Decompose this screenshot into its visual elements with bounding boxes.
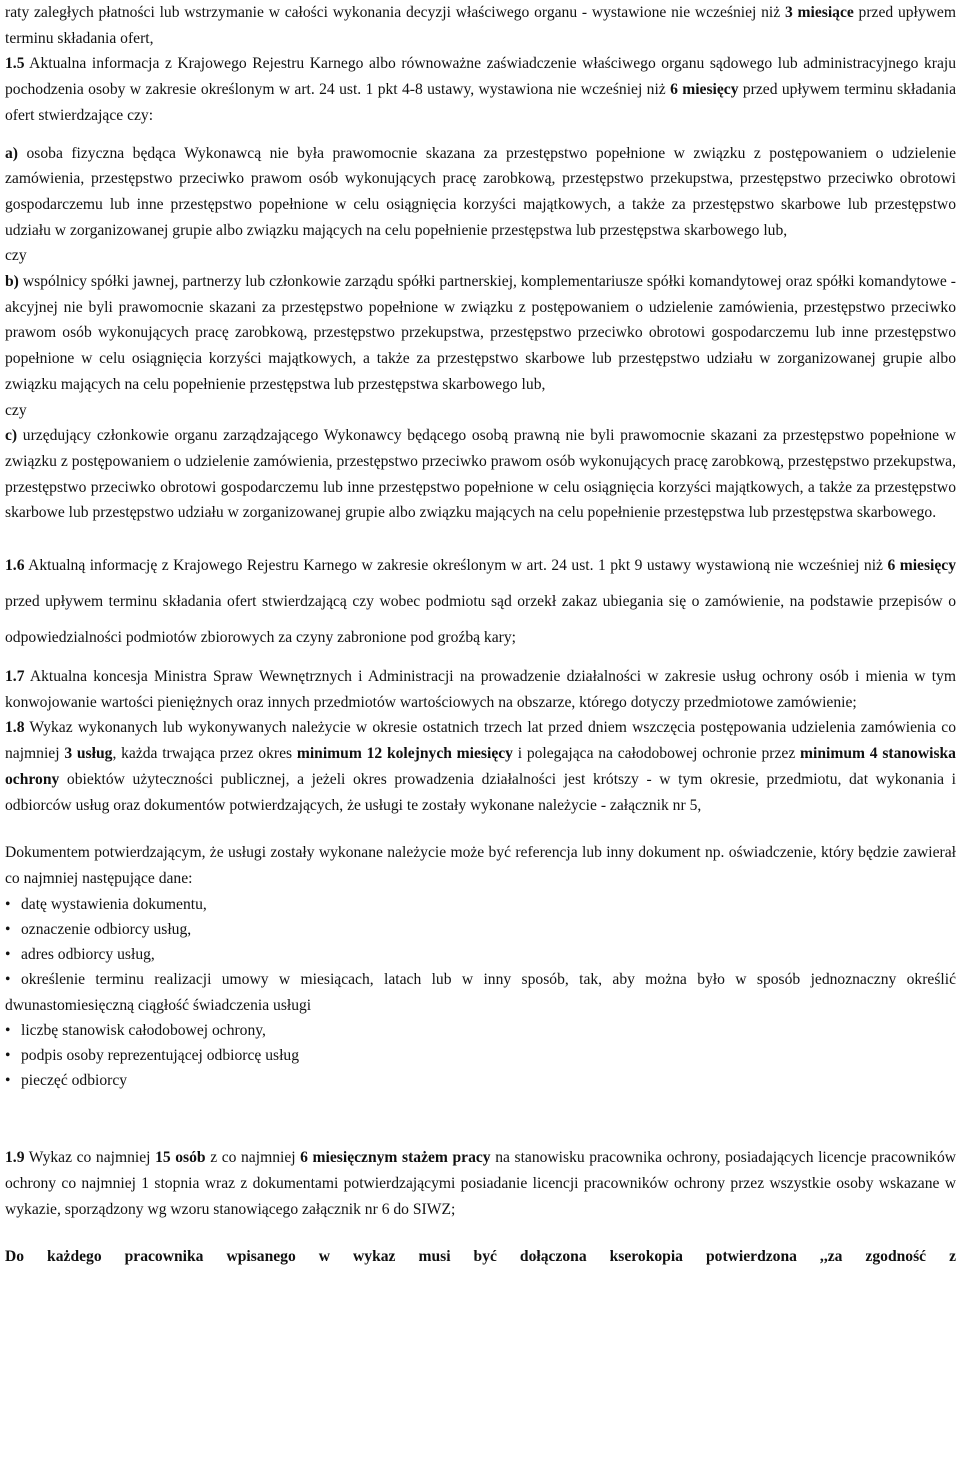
bullet-icon: • — [5, 1021, 11, 1039]
paragraph-1-8 — [5, 715, 956, 818]
text: osoba fizyczna będąca Wykonawcą nie była prawomocnie skazana za przestępstwo popełnione w związku z postępowaniem o udzielenie zamówienia, przestępstwo przeciwko prawom osób wykonujących pracę zarobkową, przestępstwo przekupstwa, przestępstwo przeciwko obrotowi gospodarczemu lub inne przestępstwo popełnione w celu osiągnięcia korzyści majątkowych, a także za przestępstwo skarbowe lub przestępstwo udziału w zorganizowanej grupie albo związku mających na celu popełnienie przestępstwa lub przestępstwa skarbowego lub, — [5, 144, 956, 239]
paragraph-document-info — [5, 840, 956, 891]
text: z co najmniej — [205, 1149, 301, 1167]
item-label: c) — [5, 427, 18, 445]
list-item — [5, 917, 956, 942]
list-item-text: pieczęć odbiorcy — [21, 1072, 128, 1090]
paragraph-a — [5, 141, 956, 270]
text: Dokumentem potwierdzającym, że usługi zostały wykonane należycie może być referencja lub inny dokument np. oświadczenie, który będzie zawierał co najmniej następujące dane: — [5, 844, 956, 887]
section-number: 1.9 — [5, 1149, 25, 1167]
list-item — [5, 1068, 956, 1093]
bullet-icon: • — [5, 1046, 11, 1064]
list-item-text: podpis osoby reprezentującej odbiorcę usług — [21, 1046, 300, 1064]
list-item — [5, 1043, 956, 1068]
bullet-icon: • — [5, 920, 11, 938]
list-item-text: datę wystawienia dokumentu, — [21, 895, 207, 913]
paragraph-closing — [5, 1244, 956, 1270]
bold-text: 3 usług — [64, 745, 113, 763]
paragraph-b — [5, 269, 956, 423]
text: Wykaz co najmniej — [24, 1149, 156, 1167]
bullet-icon: • — [5, 895, 11, 913]
text: przed upływem terminu składania ofert, — [5, 4, 956, 47]
text: raty zaległych płatności lub wstrzymanie w całości wykonania decyzji właściwego organu - wystawione nie wcześniej niż — [5, 4, 785, 21]
bold-text: 6 miesięcznym stażem pracy — [300, 1149, 491, 1167]
bold-text: minimum 12 kolejnych miesięcy — [296, 745, 513, 763]
text: przed upływem terminu składania ofert stwierdzające czy: — [5, 81, 957, 124]
text: Aktualna koncesja Ministra Spraw Wewnętrznych i Administracji na prowadzenie działalności w zakresie usług ochrony osób i mienia w tym konwojowanie wartości pieniężnych oraz innych przedmiotów wartościowych na obszarze, którego dotyczy przedmiotowe zamówienie; — [5, 668, 956, 711]
bold-text: 6 miesięcy — [887, 557, 956, 575]
bullet-icon: • — [5, 971, 11, 989]
list-item-text: adres odbiorcy usług, — [21, 946, 155, 964]
bullet-list — [5, 892, 956, 1094]
bullet-icon: • — [5, 946, 11, 964]
text: na stanowisku pracownika ochrony, posiadających licencje pracowników ochrony co najmniej 1 stopnia wraz z dokumentami potwierdzającymi posiadanie licencji pracowników ochrony przez wszystkie osoby wskazane w wykazie, sporządzony wg wzoru stanowiącego załącznik nr 6 do SIWZ; — [5, 1149, 957, 1218]
item-label: a) — [5, 144, 18, 162]
spacer — [5, 129, 956, 141]
text: wspólnicy spółki jawnej, partnerzy lub członkowie zarządu spółki partnerskiej, komplementariusze spółki komandytowej oraz spółki komandytowe - akcyjnej nie byli prawomocnie skazani za przestępstwo popełnione w związku z postępowaniem o udzielenie zamówienia, przestępstwo przeciwko prawom osób wykonujących pracę zarobkową, przestępstwo przekupstwa, przestępstwo przeciwko obrotowi gospodarczemu lub inne przestępstwo popełnione w celu osiągnięcia korzyści majątkowych, a także za przestępstwo skarbowe lub przestępstwo udziału w zorganizowanej grupie albo związku mających na celu popełnienie przestępstwa lub przestępstwa skarbowego lub, — [5, 273, 956, 393]
section-number: 1.8 — [5, 719, 25, 737]
list-item-text: oznaczenie odbiorcy usług, — [21, 920, 192, 938]
text: i polegająca na całodobowej ochronie przez — [512, 745, 801, 763]
bold-text: minimum 4 stanowiska ochrony — [5, 745, 956, 788]
spacer — [5, 818, 956, 840]
paragraph-intro — [5, 0, 956, 51]
paragraph-1-6 — [5, 548, 956, 656]
spacer — [5, 1222, 956, 1244]
spacer — [5, 526, 956, 548]
bullet-icon: • — [5, 1072, 11, 1090]
paragraph-1-9 — [5, 1145, 956, 1222]
bold-text: 6 miesięcy — [670, 81, 739, 99]
text: czy — [5, 247, 27, 265]
list-item — [5, 892, 956, 917]
paragraph-1-5 — [5, 51, 956, 128]
list-item-text: liczbę stanowisk całodobowej ochrony, — [21, 1021, 266, 1039]
text: obiektów użyteczności publicznej, a jeżeli okres prowadzenia działalności jest krótszy - w tym okresie, przedmiotu, dat wykonania i odbiorców usług oraz dokumentów potwierdzających, że usługi te zostały wykonane należycie - załącznik nr 5, — [5, 770, 956, 814]
text: przed upływem terminu składania ofert stwierdzającą czy wobec podmiotu sąd orzekł zakaz ubiegania się o zamówienie, na podstawie przepisów o odpowiedzialności podmiotów zbiorowych za czyny zabronione pod groźbą kary; — [5, 593, 956, 647]
spacer — [5, 1093, 956, 1145]
paragraph-1-7 — [5, 664, 956, 715]
list-item-text: określenie terminu realizacji umowy w miesiącach, latach lub w inny sposób, tak, aby można było w sposób jednoznaczny określić dwunastomiesięczną ciągłość świadczenia usługi — [5, 971, 956, 1014]
text: urzędujący członkowie organu zarządzającego Wykonawcy będącego osobą prawną nie byli prawomocnie skazani za przestępstwo popełnione w związku z postępowaniem o udzielenie zamówienia, przestępstwo przeciwko prawom osób wykonujących pracę zarobkową, przestępstwo przekupstwa, przestępstwo przeciwko obrotowi gospodarczemu lub inne przestępstwo popełnione w celu osiągnięcia korzyści majątkowych, a także za przestępstwo skarbowe lub przestępstwo udziału w zorganizowanej grupie albo związku mających na celu popełnienie przestępstwa lub przestępstwa skarbowego. — [5, 427, 956, 522]
bold-text: Do każdego pracownika wpisanego w wykaz musi być dołączona kserokopia potwierdzona ,,za zgodność z — [5, 1248, 956, 1266]
bold-text: 3 miesiące — [784, 4, 854, 21]
text: czy — [5, 401, 27, 419]
list-item — [5, 967, 956, 1017]
section-number: 1.6 — [5, 557, 25, 575]
text: Wykaz wykonanych lub wykonywanych należycie w okresie ostatnich trzech lat przed dniem wszczęcia postępowania udzielenia zamówienia co najmniej — [5, 719, 956, 763]
paragraph-c — [5, 423, 956, 526]
item-label: b) — [5, 273, 19, 291]
list-item — [5, 942, 956, 967]
bold-text: 15 osób — [155, 1149, 206, 1167]
text: , każda trwająca przez okres — [112, 745, 297, 763]
section-number: 1.5 — [5, 55, 25, 73]
spacer — [5, 656, 956, 664]
list-item — [5, 1018, 956, 1043]
text: Aktualną informację z Krajowego Rejestru Karnego w zakresie określonym w art. 24 ust. 1 pkt 9 ustawy wystawioną nie wcześniej niż — [24, 557, 888, 575]
text: Aktualna informacja z Krajowego Rejestru Karnego albo równoważne zaświadczenie właściwego organu sądowego lub administracyjnego kraju pochodzenia osoby w zakresie określonym w art. 24 ust. 1 pkt 4-8 ustawy, wystawiona nie wcześniej niż — [5, 55, 956, 99]
section-number: 1.7 — [5, 668, 25, 686]
